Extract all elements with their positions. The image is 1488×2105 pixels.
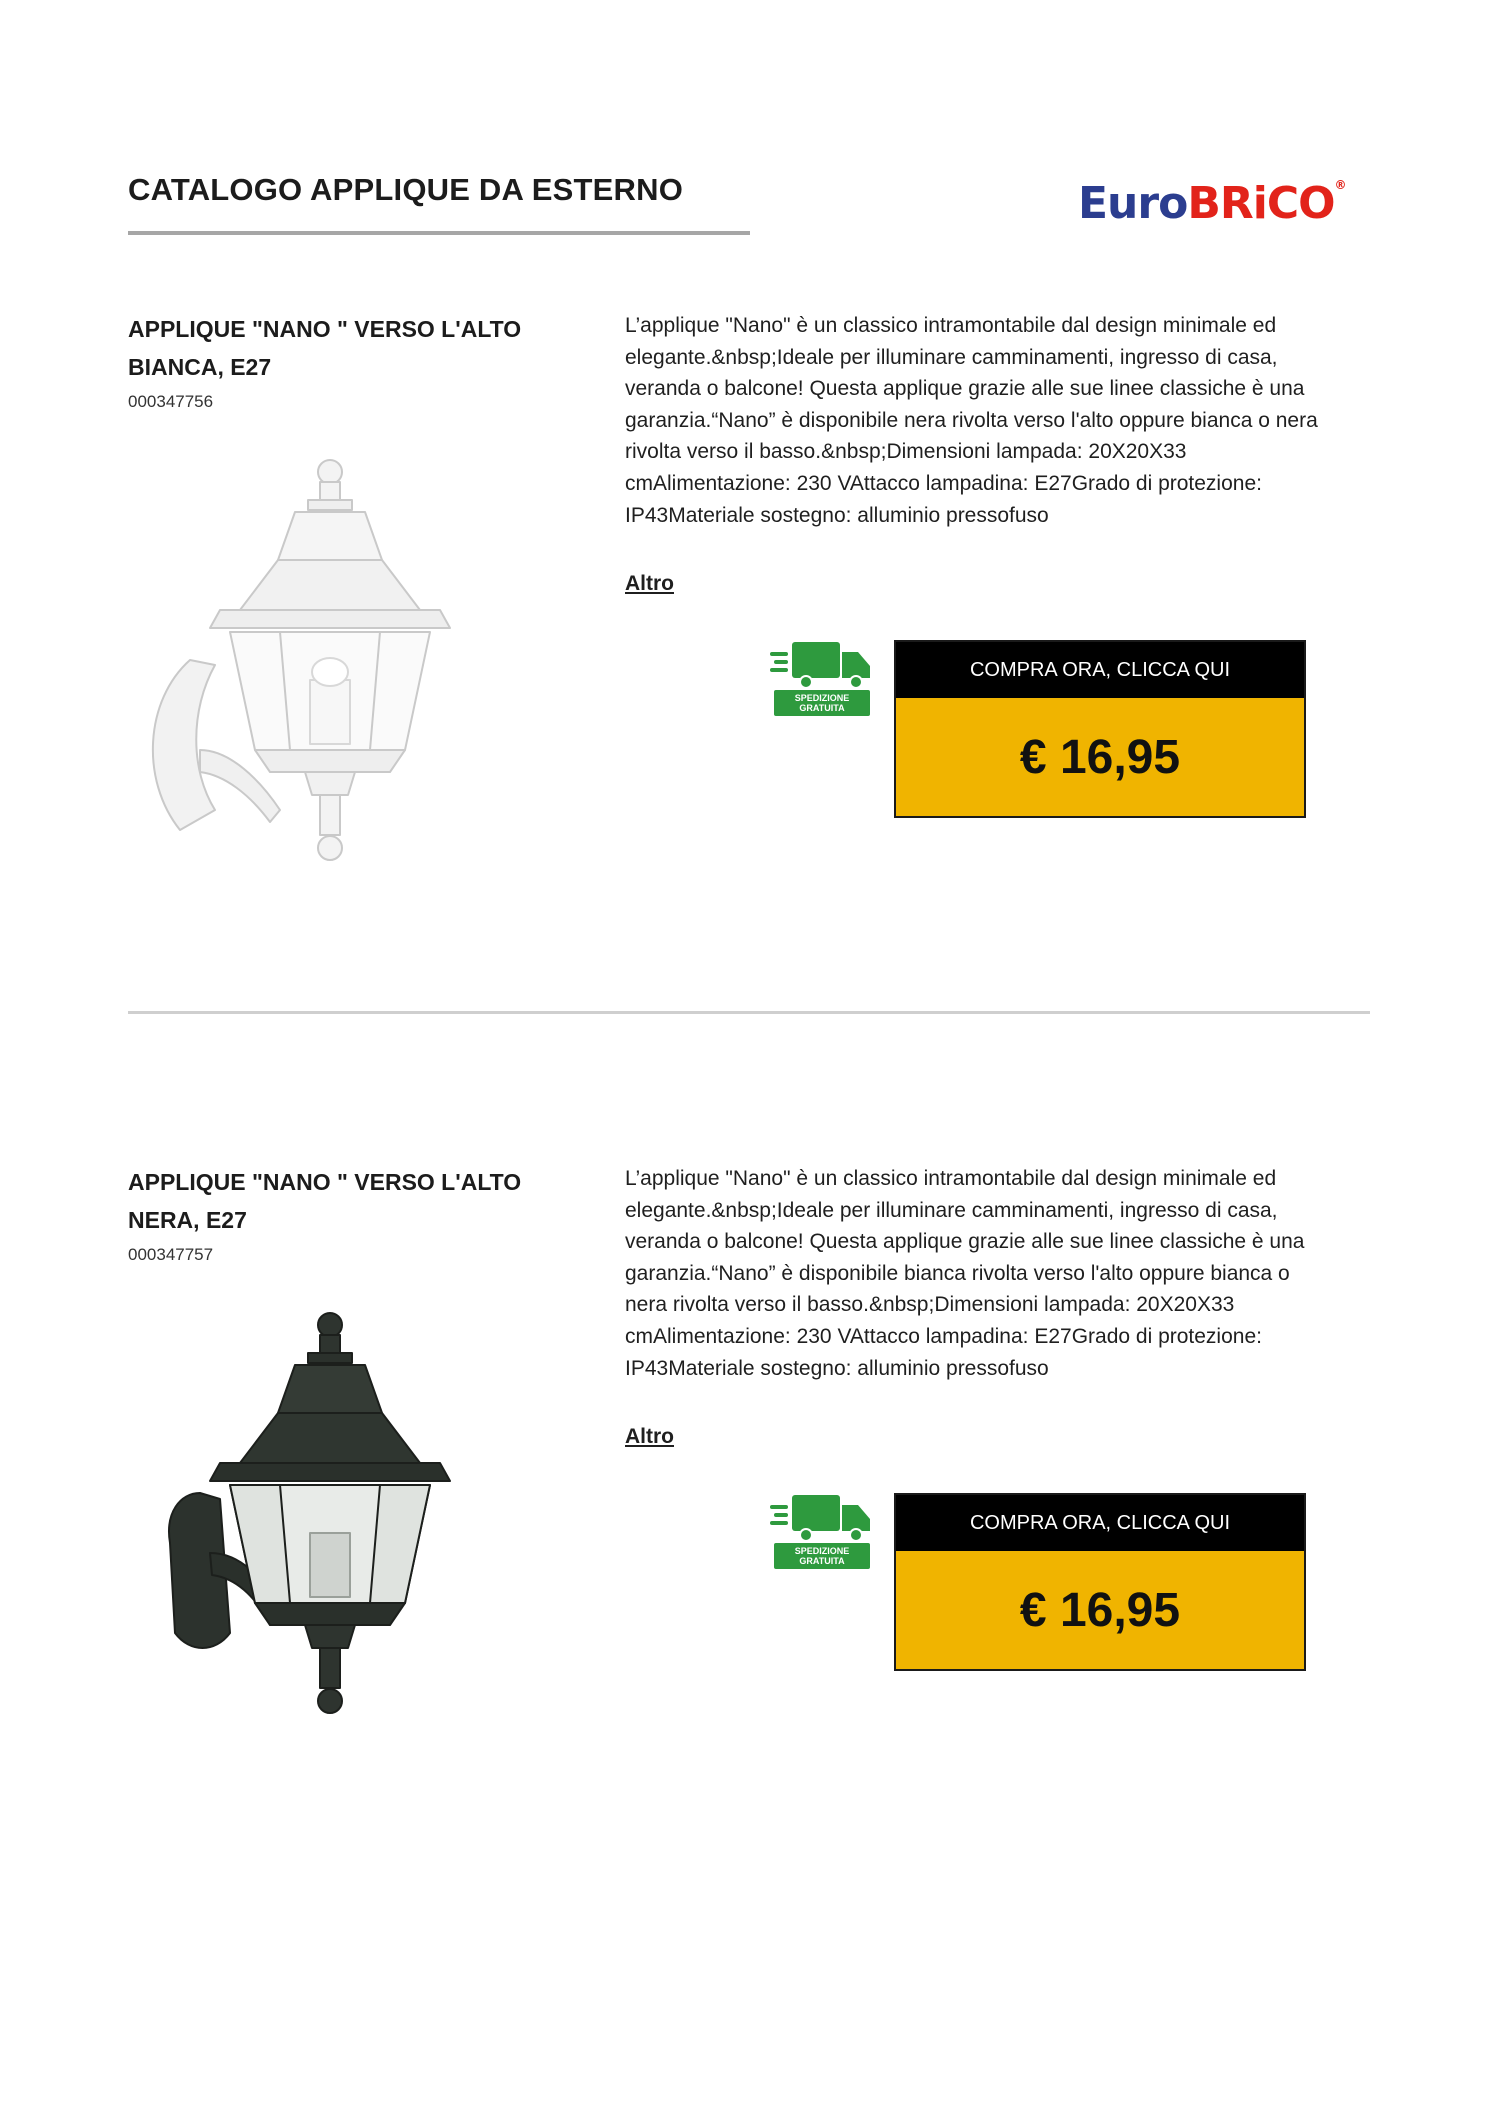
product-card	[0, 1163, 1488, 1963]
eurobrico-logo	[1078, 178, 1347, 229]
page-title: CATALOGO APPLIQUE DA ESTERNO	[128, 172, 684, 207]
product-title: APPLIQUE "NANO " VERSO L'ALTO BIANCA, E27	[128, 316, 522, 380]
black-wall-lantern-image	[120, 1303, 520, 1723]
section-divider	[128, 1011, 1370, 1014]
logo-brico-text: BRiCO	[1187, 178, 1335, 229]
buy-now-label[interactable]: COMPRA ORA, CLICCA QUI	[896, 1495, 1304, 1551]
product-title: APPLIQUE "NANO " VERSO L'ALTO NERA, E27	[128, 1169, 522, 1233]
product-description: L’applique "Nano" è un classico intramontabile dal design minimale ed elegante.&nbsp;Ideale per illuminare camminamenti, ingresso di casa, veranda o balcone! Questa applique grazie alle sue linee classiche è una garanzia.“Nano” è disponibile bianca rivolta verso l'alto oppure bianca o nera rivolta verso il basso.&nbsp;Dimensioni lampada: 20X20X33 cmAlimentazione: 230 VAttacco lampadina: E27Grado di protezione: IP43Materiale sostegno: alluminio pressofuso	[625, 1167, 1305, 1380]
logo-registered-mark: ®	[1334, 178, 1347, 192]
shipping-badge-line2: GRATUITA	[799, 1556, 845, 1566]
more-link[interactable]: Altro	[625, 572, 674, 595]
logo-euro-text: Euro	[1078, 178, 1188, 229]
product-code: 000347757	[128, 1245, 214, 1264]
price[interactable]: € 16,95	[896, 698, 1304, 816]
buy-now-label[interactable]: COMPRA ORA, CLICCA QUI	[896, 642, 1304, 698]
product-card	[0, 310, 1488, 1110]
shipping-badge-line1: SPEDIZIONE	[794, 693, 850, 703]
white-wall-lantern-image	[120, 450, 520, 870]
buy-now-button[interactable]	[894, 1493, 1306, 1671]
free-shipping-truck-icon	[770, 1493, 874, 1569]
more-link[interactable]: Altro	[625, 1425, 674, 1448]
product-description: L’applique "Nano" è un classico intramontabile dal design minimale ed elegante.&nbsp;Ideale per illuminare camminamenti, ingresso di casa, veranda o balcone! Questa applique grazie alle sue linee classiche è una garanzia.“Nano” è disponibile nera rivolta verso l'alto oppure bianca o nera rivolta verso il basso.&nbsp;Dimensioni lampada: 20X20X33 cmAlimentazione: 230 VAttacco lampadina: E27Grado di protezione: IP43Materiale sostegno: alluminio pressofuso	[625, 314, 1318, 527]
title-underline	[128, 231, 750, 235]
product-code: 000347756	[128, 392, 214, 411]
free-shipping-truck-icon	[770, 640, 874, 716]
buy-now-button[interactable]	[894, 640, 1306, 818]
price[interactable]: € 16,95	[896, 1551, 1304, 1669]
shipping-badge-line1: SPEDIZIONE	[794, 1546, 850, 1556]
shipping-badge-line2: GRATUITA	[799, 703, 845, 713]
